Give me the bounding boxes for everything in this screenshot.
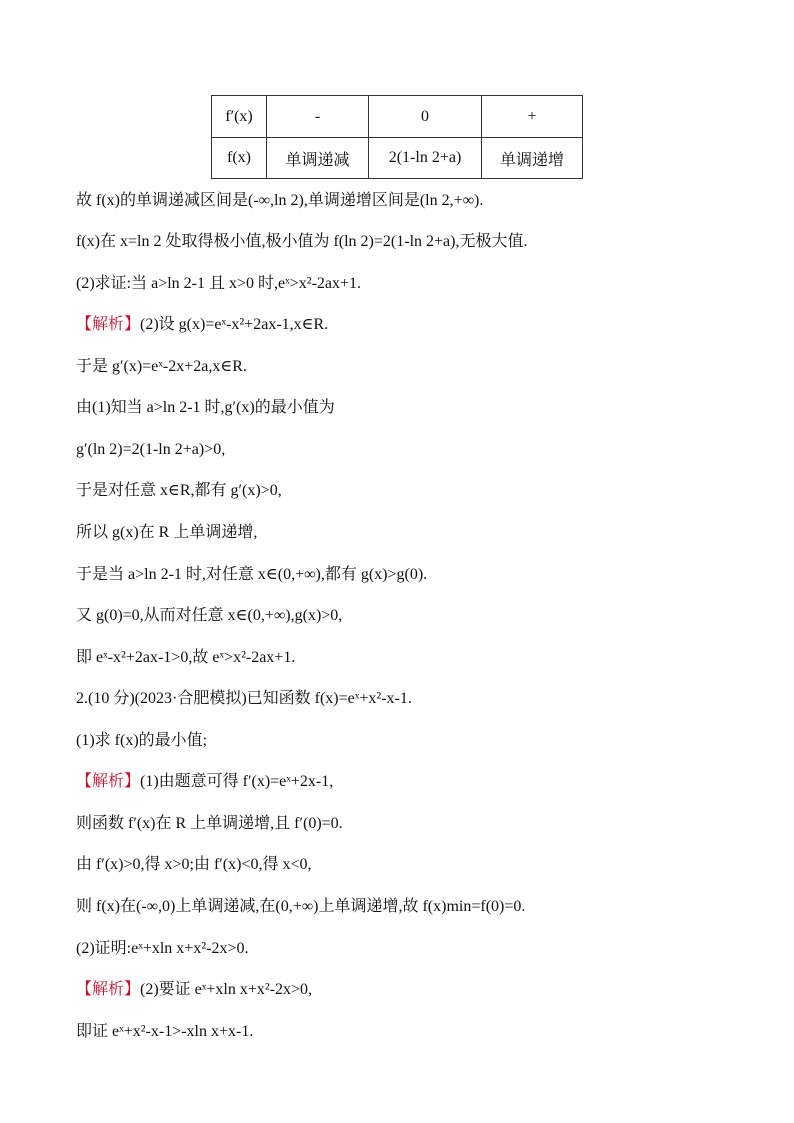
text-line: 所以 g(x)在 R 上单调递增, [76,524,258,541]
question-line: (1)求 f(x)的最小值; [76,732,208,749]
text-line: 即 eˣ-x²+2ax-1>0,故 eˣ>x²-2ax+1. [76,649,296,666]
question-line: (2)证明:eˣ+xln x+x²-2x>0. [76,940,249,957]
text-line: 即证 eˣ+x²-x-1>-xln x+x-1. [76,1023,254,1040]
text-line: 又 g(0)=0,从而对任意 x∈(0,+∞),g(x)>0, [76,607,343,624]
text-line: 则 f(x)在(-∞,0)上单调递减,在(0,+∞)上单调递增,故 f(x)min=f(0)=0. [76,898,526,915]
table-cell: 0 [369,96,482,138]
text-line: 于是对任意 x∈R,都有 g′(x)>0, [76,482,282,499]
table-row [212,138,583,179]
text-line: 于是 g′(x)=eˣ-2x+2a,x∈R. [76,358,247,375]
table-cell: f′(x) [212,96,267,138]
problem-line: 2.(10 分)(2023·合肥模拟)已知函数 f(x)=eˣ+x²-x-1. [76,690,412,707]
question-line: (2)求证:当 a>ln 2-1 且 x>0 时,eˣ>x²-2ax+1. [76,275,362,292]
table-cell: 2(1-ln 2+a) [369,138,482,179]
text-line: 则函数 f′(x)在 R 上单调递增,且 f′(0)=0. [76,815,343,832]
solution-line: 【解析】(1)由题意可得 f′(x)=eˣ+2x-1, [76,773,334,790]
table-row [212,96,583,138]
text-line: 故 f(x)的单调递减区间是(-∞,ln 2),单调递增区间是(ln 2,+∞). [76,192,484,209]
text-line: 由 f′(x)>0,得 x>0;由 f′(x)<0,得 x<0, [76,856,312,873]
text-line: g′(ln 2)=2(1-ln 2+a)>0, [76,441,226,458]
table-cell: - [267,96,369,138]
text-line: f(x)在 x=ln 2 处取得极小值,极小值为 f(ln 2)=2(1-ln 2+a),无极大值. [76,233,528,250]
table-cell: 单调递减 [267,138,369,179]
solution-line: 【解析】(2)要证 eˣ+xln x+x²-2x>0, [76,981,313,998]
variation-table [211,95,583,179]
table-cell: f(x) [212,138,267,179]
text-line: 于是当 a>ln 2-1 时,对任意 x∈(0,+∞),都有 g(x)>g(0). [76,566,428,583]
solution-line: 【解析】(2)设 g(x)=eˣ-x²+2ax-1,x∈R. [76,316,329,333]
table-cell: 单调递增 [482,138,583,179]
table-cell: + [482,96,583,138]
text-line: 由(1)知当 a>ln 2-1 时,g′(x)的最小值为 [76,399,335,416]
